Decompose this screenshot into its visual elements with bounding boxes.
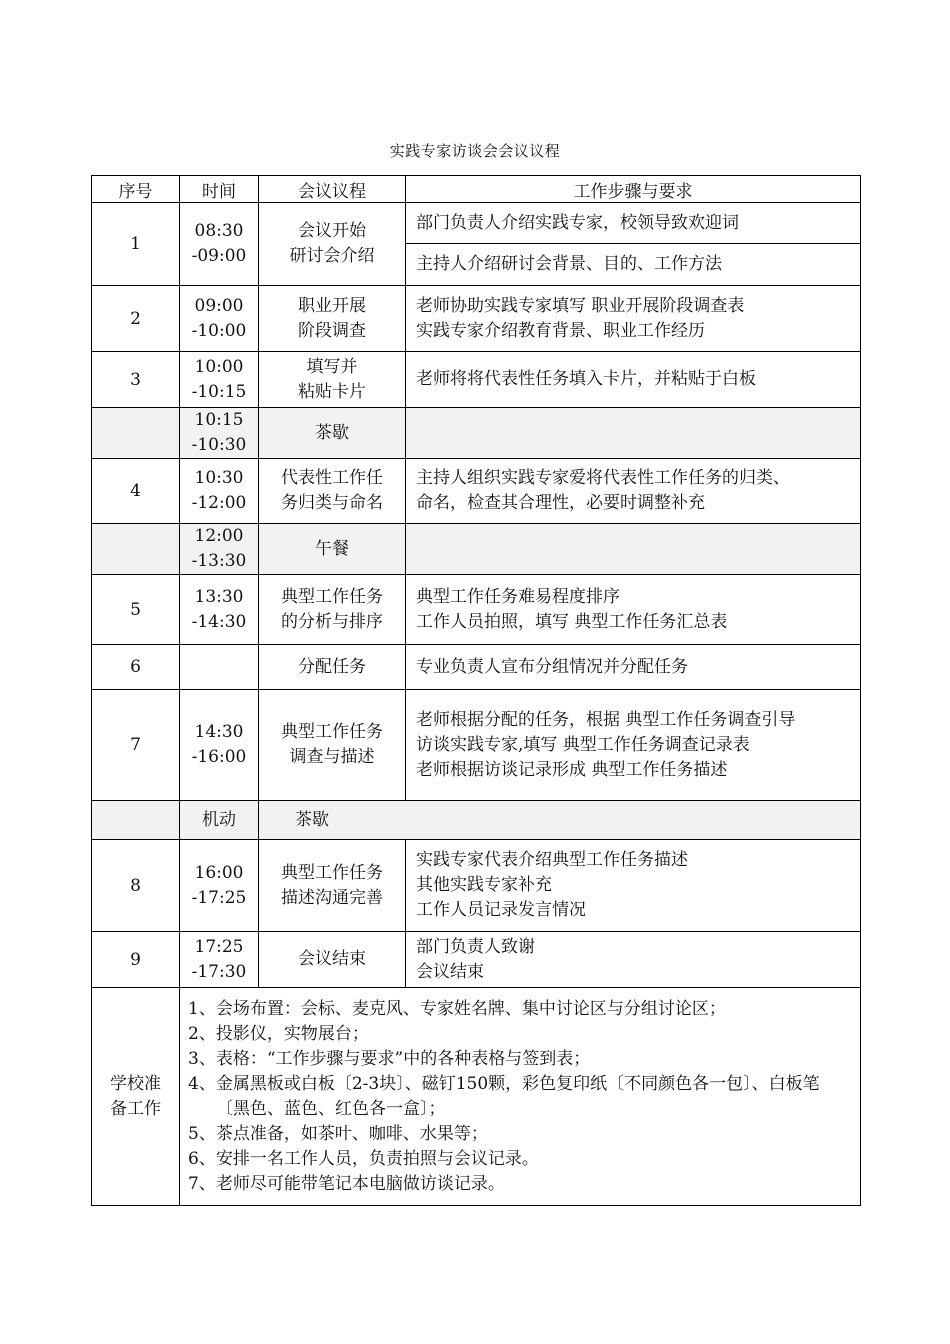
prep-list <box>180 988 861 1206</box>
row-number: 1 <box>92 203 180 286</box>
row-agenda: 典型工作任务 调查与描述 <box>259 690 406 801</box>
row-agenda: 茶歇 <box>259 408 406 459</box>
row-number: 8 <box>92 840 180 932</box>
row-time: 17:25 -17:30 <box>180 932 259 988</box>
row-steps: 主持人介绍研讨会背景、目的、工作方法 <box>406 244 861 286</box>
prep-item: 4、金属黑板或白板〔2-3块〕、磁钉150颗，彩色复印纸〔不同颜色各一包〕、白板笔〔黑色、蓝色、红色各一盒〕； <box>188 1073 820 1119</box>
row-agenda: 茶歇 <box>259 801 861 840</box>
row-number: 5 <box>92 575 180 645</box>
table-row <box>92 575 861 645</box>
row-steps: 主持人组织实践专家爱将代表性工作任务的归类、 命名，检查其合理性，必要时调整补充 <box>406 459 861 524</box>
row-time: 10:00 -10:15 <box>180 352 259 408</box>
prep-item: 3、表格：“工作步骤与要求”中的各种表格与签到表； <box>188 1048 591 1069</box>
row-time: 10:15 -10:30 <box>180 408 259 459</box>
row-agenda: 典型工作任务 描述沟通完善 <box>259 840 406 932</box>
page-title: 实践专家访谈会会议议程 <box>389 142 561 160</box>
row-number: 7 <box>92 690 180 801</box>
prep-row <box>92 988 861 1206</box>
row-agenda: 填写并 粘贴卡片 <box>259 352 406 408</box>
row-steps <box>406 408 861 459</box>
header-no: 序号 <box>92 176 180 203</box>
row-time <box>180 645 259 690</box>
table-row <box>92 932 861 988</box>
row-steps: 实践专家代表介绍典型工作任务描述 其他实践专家补充 工作人员记录发言情况 <box>406 840 861 932</box>
row-number <box>92 801 180 840</box>
row-number: 2 <box>92 286 180 352</box>
row-time: 10:30 -12:00 <box>180 459 259 524</box>
table-row <box>92 690 861 801</box>
prep-item: 1、会场布置：会标、麦克风、专家姓名牌、集中讨论区与分组讨论区； <box>188 998 726 1019</box>
row-steps <box>406 524 861 575</box>
table-row <box>92 459 861 524</box>
row-time: 16:00 -17:25 <box>180 840 259 932</box>
header-row <box>92 176 861 203</box>
prep-item: 7、老师尽可能带笔记本电脑做访谈记录。 <box>188 1173 505 1194</box>
row-time: 14:30 -16:00 <box>180 690 259 801</box>
row-steps: 部门负责人介绍实践专家，校领导致欢迎词 <box>406 203 861 244</box>
table-row <box>92 840 861 932</box>
row-number: 3 <box>92 352 180 408</box>
row-number: 4 <box>92 459 180 524</box>
row-time: 08:30 -09:00 <box>180 203 259 286</box>
row-steps: 老师协助实践专家填写 职业开展阶段调查表 实践专家介绍教育背景、职业工作经历 <box>406 286 861 352</box>
row-time: 09:00 -10:00 <box>180 286 259 352</box>
header-agenda: 会议议程 <box>259 176 406 203</box>
row-steps: 典型工作任务难易程度排序 工作人员拍照，填写 典型工作任务汇总表 <box>406 575 861 645</box>
table-row <box>92 801 861 840</box>
row-steps: 专业负责人宣布分组情况并分配任务 <box>406 645 861 690</box>
row-agenda: 职业开展 阶段调查 <box>259 286 406 352</box>
row-steps: 老师将将代表性任务填入卡片，并粘贴于白板 <box>406 352 861 408</box>
table-row <box>92 286 861 352</box>
table-row <box>92 524 861 575</box>
row-time: 13:30 -14:30 <box>180 575 259 645</box>
row-number <box>92 408 180 459</box>
row-agenda: 代表性工作任 务归类与命名 <box>259 459 406 524</box>
row-number: 9 <box>92 932 180 988</box>
row-agenda: 午餐 <box>259 524 406 575</box>
prep-item: 5、茶点准备，如茶叶、咖啡、水果等； <box>188 1123 488 1144</box>
row-agenda: 典型工作任务 的分析与排序 <box>259 575 406 645</box>
prep-label: 学校准 备工作 <box>92 988 180 1206</box>
row-agenda: 会议开始 研讨会介绍 <box>259 203 406 286</box>
agenda-table <box>91 175 861 1206</box>
row-agenda: 会议结束 <box>259 932 406 988</box>
table-row <box>92 203 861 244</box>
row-agenda: 分配任务 <box>259 645 406 690</box>
prep-item: 6、安排一名工作人员，负责拍照与会议记录。 <box>188 1148 539 1169</box>
row-time: 12:00 -13:30 <box>180 524 259 575</box>
table-row <box>92 408 861 459</box>
header-time: 时间 <box>180 176 259 203</box>
row-number: 6 <box>92 645 180 690</box>
row-steps: 老师根据分配的任务，根据 典型工作任务调查引导 访谈实践专家,填写 典型工作任务调查记录表 老师根据访谈记录形成 典型工作任务描述 <box>406 690 861 801</box>
header-steps: 工作步骤与要求 <box>406 176 861 203</box>
row-steps: 部门负责人致谢 会议结束 <box>406 932 861 988</box>
table-row <box>92 645 861 690</box>
prep-item: 2、投影仪，实物展台； <box>188 1023 369 1044</box>
row-time: 机动 <box>180 801 259 840</box>
table-row <box>92 352 861 408</box>
row-number <box>92 524 180 575</box>
